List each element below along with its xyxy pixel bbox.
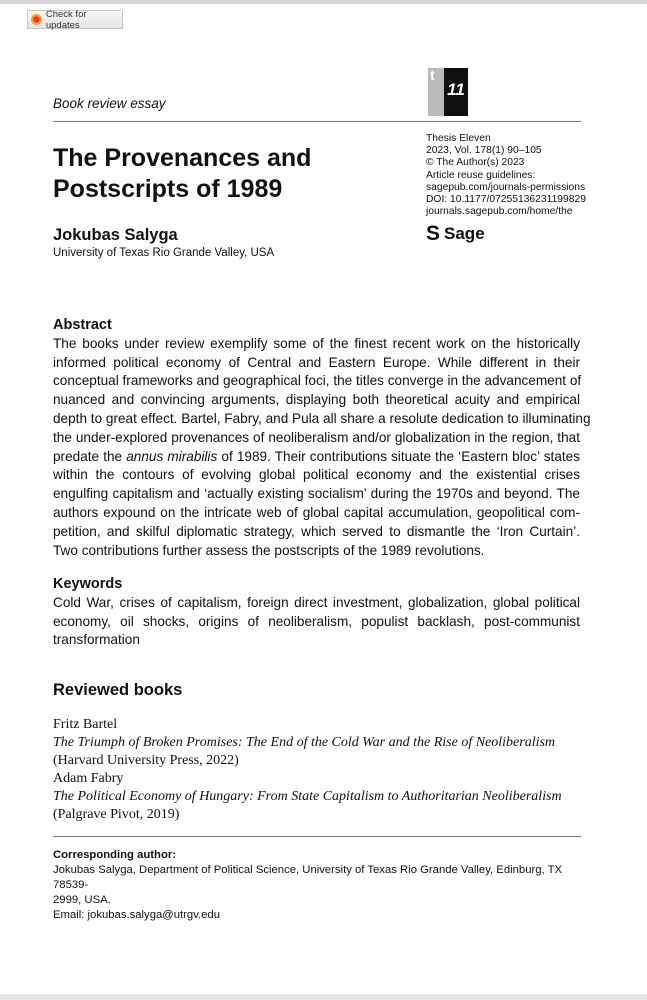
title-line: The Provenances and — [53, 144, 312, 172]
volume-info: 2023, Vol. 178(1) 90–105 — [426, 145, 542, 157]
book-author: Adam Fabry — [53, 771, 124, 786]
viewer-bottom-bar — [0, 994, 647, 1000]
publisher-logo — [426, 223, 485, 245]
abstract-line: conceptual frameworks and geographical foci, the titles converge in the advancement of — [53, 373, 582, 389]
keywords-line: transformation — [53, 632, 140, 648]
article-title — [53, 143, 311, 205]
corresponding-address: Jokubas Salyga, Department of Political Science, University of Texas Rio Grande Valley, Edinburg, TX 78539- — [53, 864, 563, 891]
article-type: Book review essay — [53, 96, 166, 111]
corresponding-heading: Corresponding author: — [53, 849, 177, 861]
copyright: © The Author(s) 2023 — [426, 157, 525, 169]
abstract-line: the under-explored provenances of neoliberalism and/or globalization in the region, that — [53, 429, 580, 445]
keywords-line: economy, oil shocks, origins of neoliberalism, populist backlash, post-communist — [53, 613, 580, 629]
text: predate the — [53, 448, 127, 464]
abstract-line: depth to great effect. Bartel, Fabry, and Pula all share a resolute dedication to illuminating — [53, 410, 591, 426]
abstract-line: within the contours of evolving global political economy and the existential crises — [53, 467, 580, 483]
keywords-section — [53, 575, 580, 650]
reviewed-books-list — [53, 716, 562, 824]
keywords-line: Cold War, crises of capitalism, foreign direct investment, globalization, global political — [53, 594, 580, 610]
check-updates-label: Check for updates — [45, 8, 87, 31]
journal-metadata — [426, 133, 586, 218]
abstract-line: engulfing capitalism and ‘actually existing socialism’ during the 1970s and beyond. The — [53, 486, 580, 502]
abstract-heading: Abstract — [53, 317, 112, 333]
corresponding-address-cont: 2999, USA. — [53, 894, 111, 906]
journal-home-link[interactable]: journals.sagepub.com/home/the — [426, 206, 573, 218]
book-author: Fritz Bartel — [53, 717, 118, 732]
viewer-top-bar — [0, 0, 647, 4]
journal-logo: t 11 — [428, 68, 468, 116]
italic-term: annus mirabilis — [126, 448, 218, 464]
footnote-divider — [53, 836, 581, 837]
keywords-heading: Keywords — [53, 576, 123, 592]
abstract-line: nuanced and convincing arguments, displaying both theoretical acuity and empirical — [53, 392, 580, 408]
title-line: Postscripts of 1989 — [53, 175, 283, 203]
book-publisher: (Harvard University Press, 2022) — [53, 753, 239, 768]
abstract-line: informed political economy of Central and Eastern Europe. While different in their — [53, 354, 580, 370]
author-affiliation: University of Texas Rio Grande Valley, USA — [53, 247, 275, 259]
doi-link[interactable]: DOI: 10.1177/07255136231199829 — [426, 194, 586, 206]
publisher-name: Sage — [444, 224, 485, 243]
abstract-line: Two contributions further assess the postscripts of the 1989 revolutions. — [53, 542, 485, 558]
abstract-line: The books under review exemplify some of the finest recent work on the historically — [53, 335, 580, 351]
abstract-section — [53, 316, 591, 560]
crossmark-icon — [31, 14, 42, 25]
journal-name: Thesis Eleven — [426, 133, 491, 144]
header-divider — [53, 121, 581, 122]
author-name: Jokubas Salyga — [53, 226, 178, 244]
abstract-line — [53, 448, 580, 467]
reuse-label: Article reuse guidelines: — [426, 169, 536, 181]
abstract-line: petition, and skilful diplomatic strategy, which served to dismantle the ‘Iron Curtain’. — [53, 523, 580, 539]
corresponding-author — [53, 848, 583, 923]
reviewed-books-heading: Reviewed books — [53, 681, 183, 699]
text: of 1989. Their contributions situate the ‘Eastern bloc’ states — [217, 448, 581, 464]
permissions-link[interactable]: sagepub.com/journals-permissions — [426, 181, 586, 193]
check-for-updates-button[interactable] — [27, 10, 123, 29]
abstract-line: authors expound on the intricate web of global capital accumulation, geopolitical com- — [53, 504, 580, 520]
book-title: The Triumph of Broken Promises: The End of the Cold War and the Rise of Neoliberalism — [53, 735, 556, 750]
book-title: The Political Economy of Hungary: From State Capitalism to Authoritarian Neoliberalism — [53, 789, 562, 804]
book-publisher: (Palgrave Pivot, 2019) — [53, 807, 180, 822]
sage-s-icon: S — [426, 222, 441, 245]
corresponding-email[interactable]: Email: jokubas.salyga@utrgv.edu — [53, 909, 220, 921]
